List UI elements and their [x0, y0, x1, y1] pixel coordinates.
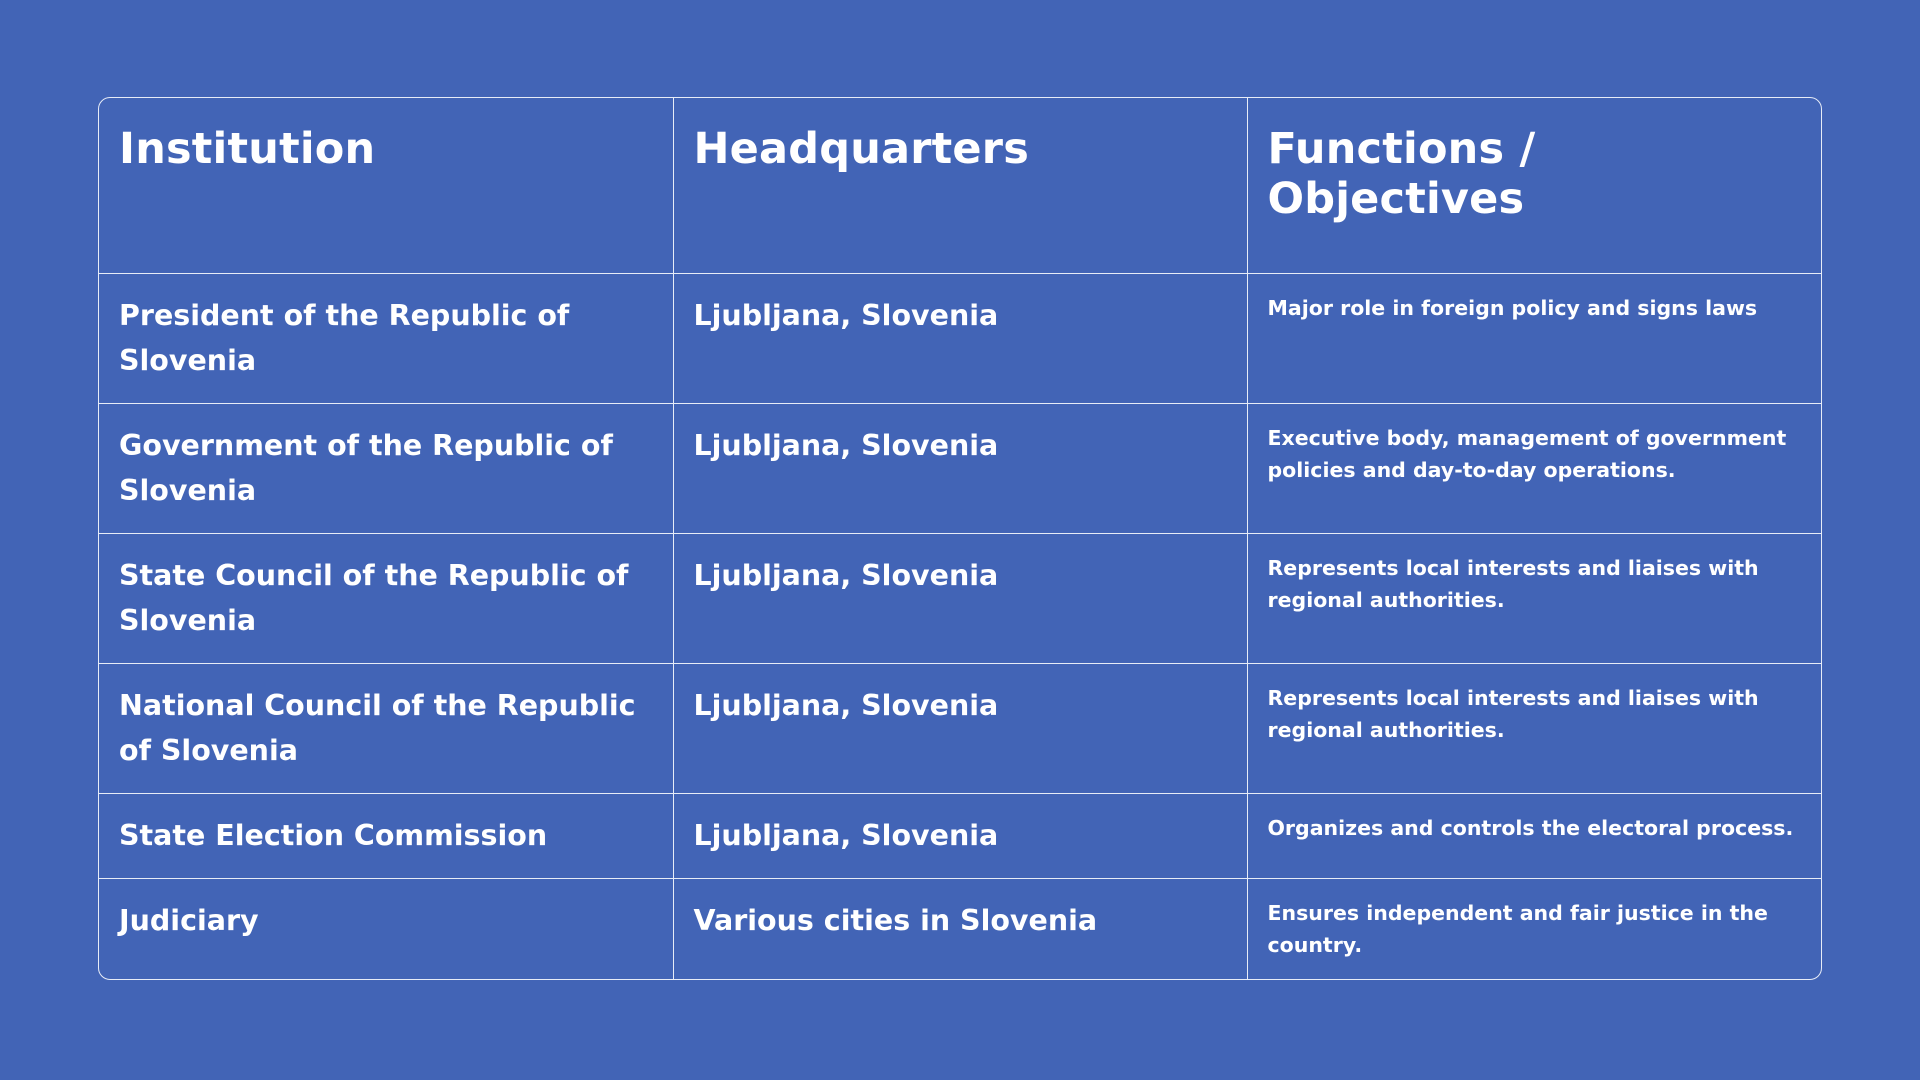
cell-institution: Judiciary: [99, 878, 673, 980]
cell-institution: Government of the Republic of Slovenia: [99, 403, 673, 533]
cell-headquarters: Ljubljana, Slovenia: [673, 533, 1247, 663]
cell-functions: Organizes and controls the electoral process.: [1247, 793, 1821, 878]
table-row: [99, 403, 1821, 533]
cell-functions: Major role in foreign policy and signs laws: [1247, 273, 1821, 403]
cell-functions: Ensures independent and fair justice in the country.: [1267, 900, 1768, 957]
table-row: [99, 533, 1821, 663]
cell-institution: National Council of the Republic of Slovenia: [99, 663, 673, 793]
cell-functions: Represents local interests and liaises with regional authorities.: [1247, 663, 1821, 793]
cell-headquarters: Ljubljana, Slovenia: [673, 793, 1247, 878]
table-row: [99, 793, 1821, 878]
table-header: [99, 98, 1821, 273]
cell-institution: State Election Commission: [99, 793, 673, 878]
cell-functions: Represents local interests and liaises with regional authorities.: [1247, 533, 1821, 663]
table-body: [99, 273, 1821, 980]
cell-headquarters: Ljubljana, Slovenia: [673, 663, 1247, 793]
table-row: [99, 663, 1821, 793]
table-row: [99, 878, 1821, 980]
cell-headquarters: Various cities in Slovenia: [673, 878, 1247, 980]
cell-headquarters: Ljubljana, Slovenia: [673, 403, 1247, 533]
cell-institution: President of the Republic of Slovenia: [99, 273, 673, 403]
header-headquarters: Headquarters: [673, 98, 1247, 273]
cell-functions: Executive body, management of government policies and day-to-day operations.: [1247, 403, 1821, 533]
header-institution: Institution: [99, 98, 673, 273]
table: [99, 98, 1821, 980]
header-row: [99, 98, 1821, 273]
institutions-table: [98, 97, 1822, 980]
cell-institution: State Council of the Republic of Slovenia: [99, 533, 673, 663]
header-functions: Functions / Objectives: [1247, 98, 1821, 273]
cell-headquarters: Ljubljana, Slovenia: [673, 273, 1247, 403]
table-row: [99, 273, 1821, 403]
